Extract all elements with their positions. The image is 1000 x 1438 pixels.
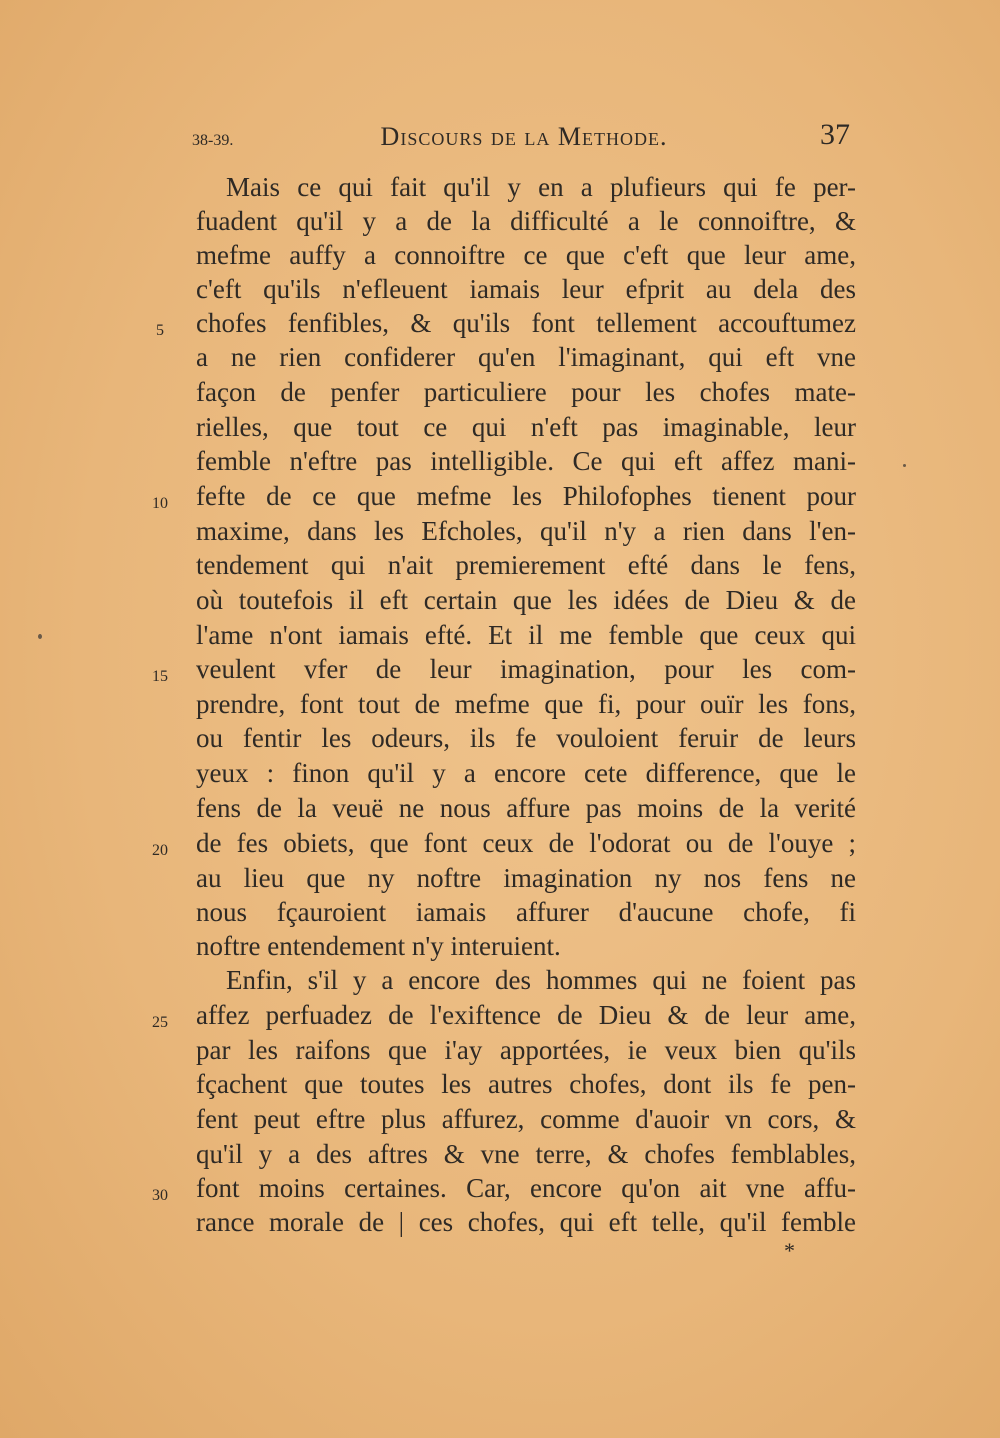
text-line: tendement qui n'ait premierement efté dans le fens, [196,550,856,580]
page-header [190,118,858,154]
text-line: veulent vfer de leur imagination, pour les com- [196,654,856,684]
text-line: nous fçauroient iamais affurer d'aucune chofe, fi [196,897,856,927]
text-line: affez perfuadez de l'exiftence de Dieu & de leur ame, [196,1000,856,1030]
text-line: Enfin, s'il y a encore des hommes qui ne foient pas [226,965,856,995]
line-number: 20 [152,842,168,859]
text-line: mefme auffy a connoiftre ce que c'eft que leur ame, [196,240,856,270]
running-title: Discours de la Methode. [380,122,668,151]
text-line: qu'il y a des aftres & vne terre, & chofes femblables, [196,1139,856,1169]
text-line: fefte de ce que mefme les Philofophes tienent pour [196,481,856,511]
text-line: où toutefois il eft certain que les idées de Dieu & de [196,585,856,615]
text-line: fçachent que toutes les autres chofes, dont ils fe pen- [196,1069,856,1099]
text-line: prendre, font tout de mefme que fi, pour ouïr les fons, [196,689,856,719]
text-line: rielles, que tout ce qui n'eft pas imaginable, leur [196,412,856,442]
text-line: ou fentir les odeurs, ils fe vouloient feruir de leurs [196,723,856,753]
text-line: font moins certaines. Car, encore qu'on ait vne affu- [196,1173,856,1203]
text-line: yeux : finon qu'il y a encore cete difference, que le [196,758,856,788]
text-line: au lieu que ny noftre imagination ny nos fens ne [196,863,856,893]
signature-mark: * [784,1238,795,1263]
line-number: 10 [152,495,168,512]
text-line: rance morale de | ces chofes, qui eft telle, qu'il femble [196,1207,856,1237]
text-line: noftre entendement n'y interuient. [196,931,561,961]
text-line: a ne rien confiderer qu'en l'imaginant, qui eft vne [196,342,856,372]
text-line: l'ame n'ont iamais efté. Et il me femble que ceux qui [196,620,856,650]
page-number: 37 [820,118,850,151]
text-line: Mais ce qui fait qu'il y en a plufieurs qui fe per- [226,172,856,202]
text-line: par les raifons que i'ay apportées, ie veux bien qu'ils [196,1035,856,1065]
text-line: fuadent qu'il y a de la difficulté a le connoiftre, & [196,206,856,236]
line-number: 25 [152,1014,168,1031]
text-line: femble n'eftre pas intelligible. Ce qui eft affez mani- [196,446,856,476]
line-number: 5 [156,322,164,339]
line-number: 15 [152,668,168,685]
paper-speck [903,464,906,467]
text-line: façon de penfer particuliere pour les chofes mate- [196,377,856,407]
page-reference: 38-39. [192,132,234,149]
text-line: de fes obiets, que font ceux de l'odorat ou de l'ouye ; [196,828,856,858]
line-number: 30 [152,1187,168,1204]
text-line: c'eft qu'ils n'efleuent iamais leur efprit au dela des [196,274,856,304]
text-line: chofes fenfibles, & qu'ils font tellement accouftumez [196,308,856,338]
text-line: fens de la veuë ne nous affure pas moins de la verité [196,793,856,823]
text-line: maxime, dans les Efcholes, qu'il n'y a rien dans l'en- [196,516,856,546]
text-line: fent peut eftre plus affurez, comme d'auoir vn cors, & [196,1104,856,1134]
paper-speck [38,634,42,639]
